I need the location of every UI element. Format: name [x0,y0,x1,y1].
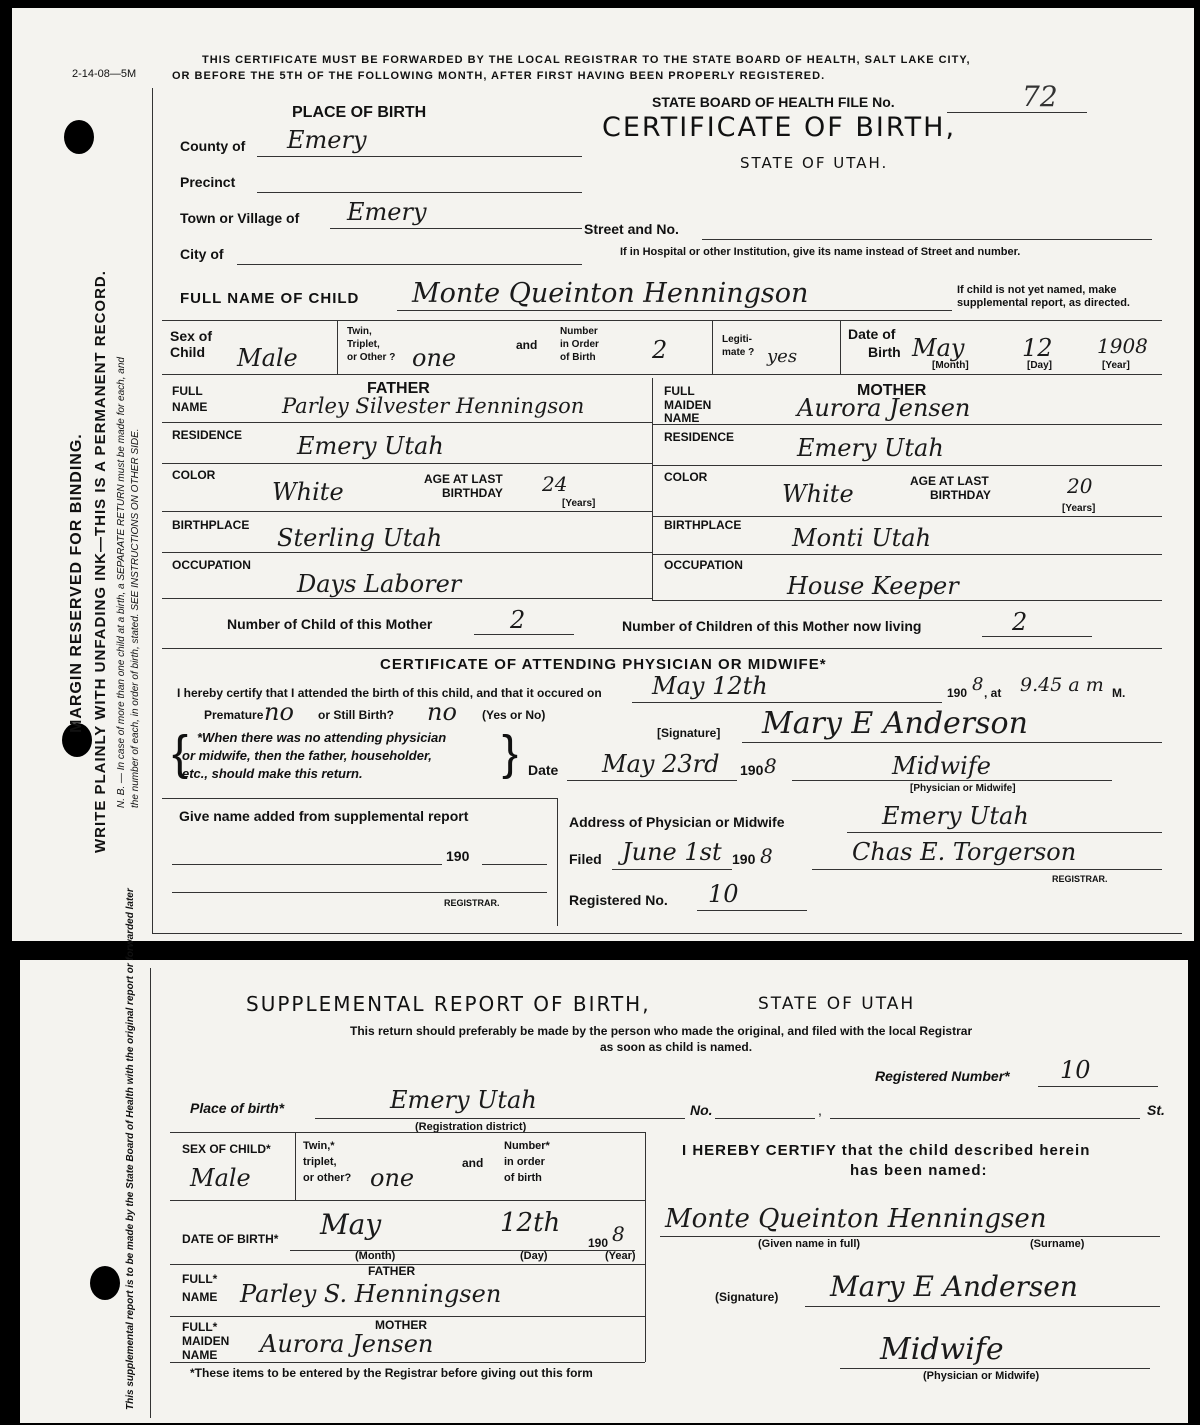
midwife-value: Midwife [892,752,991,780]
mother-age-value: 20 [1067,474,1093,498]
sex-label-2: Child [170,344,205,360]
parents-divider [652,378,653,600]
date-line [567,780,737,781]
place-heading: PLACE OF BIRTH [292,104,427,121]
midwife-line [792,780,1112,781]
father-color-value: White [272,478,344,506]
father-color-label: COLOR [172,468,216,482]
physician-heading: CERTIFICATE OF ATTENDING PHYSICIAN OR MIDWIFE* [380,656,827,673]
note-brace-right: } [502,727,519,780]
father-name-value: Parley Silvester Henningson [282,394,585,418]
supp-twin-value: one [370,1164,415,1192]
supp-certify-2: has been named: [850,1162,988,1179]
registered-line [697,910,807,911]
precinct-label: Precinct [180,174,236,190]
margin-note-2: the number of each, in order of birth, stated. SEE INSTRUCTIONS ON OTHER SIDE. [130,428,141,808]
date-label: Date [528,762,559,778]
mother-birthplace-value: Monti Utah [792,524,932,552]
dob-label-1: Date of [848,326,896,342]
certify-year-prefix: 190 [947,686,968,700]
city-line [237,264,582,265]
father-occupation-label: OCCUPATION [172,558,251,572]
mother-occupation-label: OCCUPATION [664,558,743,572]
order-label-3: of Birth [560,352,596,363]
full-name-line [397,310,952,311]
mother-occupation-line [652,600,1162,601]
supp-order-label-1: Number* [504,1140,550,1152]
supp-twin-label-3: or other? [303,1172,352,1184]
father-occupation-value: Days Laborer [297,570,462,598]
filed-value: June 1st [622,838,722,866]
sex-row-bottom [162,374,1162,375]
order-label-2: in Order [560,339,599,350]
date-year-value: 8 [764,754,777,778]
street-label: Street and No. [584,221,679,237]
supp-dob-day: 12th [500,1208,561,1238]
father-age-value: 24 [542,472,568,496]
supp-street-line [830,1118,1140,1119]
supp-title-value: Midwife [880,1332,1004,1367]
father-name-line [162,422,652,423]
father-occupation-line [162,598,652,599]
supp-frame-left [150,968,151,1418]
supp-title: SUPPLEMENTAL REPORT OF BIRTH, [246,992,651,1016]
town-line [330,228,582,229]
street-line [702,239,1152,240]
living-value: 2 [1012,608,1028,636]
certify-date-line [632,702,942,703]
county-label: County of [180,138,246,154]
section-divider [162,648,1162,649]
supp-name-label: Give name added from supplemental report [179,808,469,824]
town-label: Town or Village of [180,210,300,226]
address-value: Emery Utah [882,802,1029,830]
supp-order-label-3: of birth [504,1172,542,1184]
dob-month: May [912,334,965,362]
mother-years-label: [Years] [1062,503,1096,514]
supp-certify-1: I HEREBY CERTIFY that the child described herein [682,1142,1091,1159]
month-label: [Month] [932,360,969,371]
supp-father-bottom [170,1316,645,1317]
supp-comma: , [818,1102,822,1118]
certify-at: , at [984,686,1002,700]
father-age-label-2: BIRTHDAY [442,486,503,500]
supp-signature-line [805,1306,1160,1307]
supp-order-label-2: in order [504,1156,545,1168]
supp-reg-district-label: (Registration district) [415,1121,527,1133]
physician-or-midwife-label: [Physician or Midwife] [910,783,1016,794]
file-no-line [947,112,1087,113]
father-full-label: FULL [172,384,203,398]
supp-sex-top [170,1132,645,1133]
stillbirth-label: or Still Birth? [318,708,394,722]
precinct-line [257,192,582,193]
mother-heading: MOTHER [857,382,927,399]
supp-footnote: *These items to be entered by the Registrar before giving out this form [190,1366,593,1380]
father-heading: FATHER [367,380,430,397]
supp-mother-maiden-label: MAIDEN [182,1334,230,1348]
supp-dob-year-value: 8 [612,1222,625,1246]
and-label: and [516,338,538,352]
birth-certificate [12,8,1194,941]
signature-label: [Signature] [657,726,721,740]
supp-surname-label: (Surname) [1030,1238,1085,1250]
registrar-label: REGISTRAR. [1052,874,1108,884]
forward-notice-2: OR BEFORE THE 5TH OF THE FOLLOWING MONTH, AFTER FIRST HAVING BEEN PROPERLY REGISTERED. [172,70,826,82]
county-line [257,156,582,157]
supp-given-label: (Given name in full) [758,1238,861,1250]
child-num-line [474,634,574,635]
unnamed-note-2: supplemental report, as directed. [957,297,1130,309]
mother-full-label: FULL [664,384,695,398]
certificate-title: CERTIFICATE OF BIRTH, [602,112,957,143]
supp-father-full-label: FULL* [182,1272,218,1286]
note-brace-left: { [172,727,189,780]
note-line-2: or midwife, then the father, householder, [182,748,432,763]
margin-ink-text: WRITE PLAINLY WITH UNFADING INK—THIS IS A PERMANENT RECORD. [92,270,109,853]
mother-birthplace-label: BIRTHPLACE [664,518,742,532]
twin-label-3: or Other ? [347,352,396,363]
supp-phys-label: (Physician or Midwife) [923,1370,1040,1382]
frame-bottom [152,933,1182,934]
child-num-value: 2 [510,606,526,634]
frame-left [152,88,153,933]
mother-name-line [652,424,1162,425]
date-value: May 23rd [602,750,720,778]
date-year-prefix: 190 [740,762,764,778]
twin-label-2: Triplet, [347,339,380,350]
forward-notice-1: THIS CERTIFICATE MUST BE FORWARDED BY THE LOCAL REGISTRAR TO THE STATE BOARD OF HEALTH, SALT LAKE CITY, [202,54,971,66]
unnamed-note-1: If child is not yet named, make [957,284,1117,296]
living-line [982,636,1092,637]
order-label-1: Number [560,326,598,337]
binding-hole-top [64,120,94,154]
certify-m: M. [1112,686,1126,700]
hospital-note: If in Hospital or other Institution, give its name instead of Street and number. [620,246,1021,258]
supp-margin-text: This supplemental report is to be made by the State Board of Health with the original report or forwarded later [125,888,136,1410]
supp-registrar-label: REGISTRAR. [444,898,500,908]
registrar-signature: Chas E. Torgerson [852,838,1077,866]
living-label: Number of Children of this Mother now living [622,618,922,634]
father-birthplace-line [162,552,652,553]
margin-note-1: N. B. — In case of more than one child at a birth, a SEPARATE RETURN must be made for each, and [116,357,127,808]
supp-day-label: (Day) [520,1250,548,1262]
registered-label: Registered No. [569,892,668,908]
registered-value: 10 [708,880,739,908]
supp-named-line [660,1236,1160,1237]
address-line [847,832,1162,833]
county-value: Emery [287,126,367,154]
city-label: City of [180,246,224,262]
supp-no-label: No. [690,1102,713,1118]
supp-state: STATE OF UTAH [758,994,916,1014]
supp-no-line [715,1118,815,1119]
supp-mother-heading: MOTHER [375,1318,427,1332]
address-label: Address of Physician or Midwife [569,814,785,830]
note-line-1: *When there was no attending physician [197,730,447,745]
supp-box-top [162,798,557,799]
supp-line-1 [172,864,442,865]
legit-label-1: Legiti- [722,334,752,345]
stillbirth-value: no [427,698,457,726]
order-value: 2 [652,336,668,364]
mother-birthplace-line [652,554,1162,555]
supp-signature-value: Mary E Andersen [830,1270,1078,1303]
supp-year-label: (Year) [605,1250,636,1262]
form-code: 2-14-08—5M [72,68,137,80]
year-label: [Year] [1102,360,1130,371]
supp-sex-label: SEX OF CHILD* [182,1142,271,1156]
father-birthplace-value: Sterling Utah [277,524,443,552]
signature-value: Mary E Anderson [762,706,1028,741]
day-label: [Day] [1027,360,1053,371]
supp-dob-line [290,1250,635,1251]
supp-st-label: St. [1147,1102,1165,1118]
supp-place-label: Place of birth* [190,1100,285,1116]
mother-age-label-1: AGE AT LAST [910,474,989,488]
supp-registered-value: 10 [1060,1056,1091,1084]
filed-year-value: 8 [760,844,773,868]
certify-time: 9.45 a m [1020,674,1104,696]
mother-name-value: Aurora Jensen [797,394,971,422]
supp-mother-full-label: FULL* [182,1320,218,1334]
supp-binding-hole [90,1266,120,1300]
father-residence-value: Emery Utah [297,432,444,460]
mother-color-line [652,516,1162,517]
sex-label-1: Sex of [170,328,213,344]
file-no-value: 72 [1022,80,1058,113]
town-value: Emery [347,198,427,226]
supp-father-value: Parley S. Henningsen [240,1280,502,1308]
legit-value: yes [767,346,798,367]
supp-twin-label-2: triplet, [303,1156,337,1168]
mother-color-label: COLOR [664,470,708,484]
supp-left-box-right [645,1132,646,1362]
supp-and-label: and [462,1156,484,1170]
supp-mother-bottom [170,1362,645,1363]
father-color-line [162,511,652,512]
dob-year: 1908 [1097,334,1148,358]
mother-residence-value: Emery Utah [797,434,944,462]
dob-label-2: Birth [868,344,901,360]
filed-label: Filed [569,851,602,867]
father-residence-label: RESIDENCE [172,428,243,442]
certify-text: I hereby certify that I attended the birth of this child, and that it occured on [177,686,602,700]
file-no-label: STATE BOARD OF HEALTH FILE No. [652,94,895,110]
supp-father-name-label: NAME [182,1290,218,1304]
father-residence-line [162,463,652,464]
supp-dob-month: May [320,1208,382,1241]
sex-value: Male [237,344,298,372]
certify-date: May 12th [652,672,768,700]
child-num-label: Number of Child of this Mother [227,616,433,632]
legit-label-2: mate ? [722,347,755,358]
filed-year-prefix: 190 [732,851,756,867]
certificate-subtitle: STATE OF UTAH. [740,154,889,172]
father-birthplace-label: BIRTHPLACE [172,518,250,532]
mother-residence-label: RESIDENCE [664,430,735,444]
sex-row-top [162,320,1162,321]
supp-mother-value: Aurora Jensen [260,1330,434,1358]
supp-title-line [840,1368,1150,1369]
sex-row-divider-3 [840,320,841,374]
supp-sex-bottom [170,1200,645,1201]
certify-year-value: 8 [972,674,984,695]
father-age-label-1: AGE AT LAST [424,472,503,486]
supp-sex-divider [295,1132,296,1200]
mother-maiden-label: MAIDEN [664,398,712,412]
full-name-label: FULL NAME OF CHILD [180,290,360,307]
mother-occupation-value: House Keeper [787,572,959,600]
sex-row-divider-2 [712,320,713,374]
dob-day: 12 [1022,334,1053,362]
mother-color-value: White [782,480,854,508]
father-name-label: NAME [172,400,208,414]
supp-sex-value: Male [190,1164,251,1192]
note-line-3: etc., should make this return. [182,766,363,781]
mother-name-label: NAME [664,411,700,425]
premature-value: no [264,698,294,726]
supp-named-value: Monte Queinton Henningsen [665,1204,1047,1234]
twin-label-1: Twin, [347,326,372,337]
supp-mother-name-label: NAME [182,1348,218,1362]
supp-dob-label: DATE OF BIRTH* [182,1232,279,1246]
supp-registered-line [1038,1086,1158,1087]
supp-dob-year-prefix: 190 [588,1236,609,1250]
supp-line-3 [172,892,547,893]
supp-father-heading: FATHER [368,1264,416,1278]
supp-instr-1: This return should preferably be made by the person who made the original, and filed with the local Registrar [350,1024,973,1038]
supp-month-label: (Month) [355,1250,396,1262]
mother-residence-line [652,465,1162,466]
registrar-signature-line [812,869,1162,870]
supp-signature-label: (Signature) [715,1290,779,1304]
filed-line [612,869,732,870]
margin-binding-text: MARGIN RESERVED FOR BINDING. [68,433,85,733]
supp-place-line [315,1118,685,1119]
sex-row-divider-1 [337,320,338,374]
supp-190: 190 [446,848,470,864]
full-name-value: Monte Queinton Henningson [412,278,809,309]
signature-line [742,742,1162,743]
father-years-label: [Years] [562,498,596,509]
supp-line-2 [482,864,547,865]
supp-box-right [557,798,558,926]
supp-instr-2: as soon as child is named. [600,1040,753,1054]
twin-value: one [412,344,457,372]
mother-age-label-2: BIRTHDAY [930,488,991,502]
supp-registered-label: Registered Number* [875,1068,1010,1084]
supp-twin-label-1: Twin,* [303,1140,335,1152]
supp-place-value: Emery Utah [390,1086,537,1114]
yes-no-label: (Yes or No) [482,708,546,722]
premature-label: Premature [204,708,264,722]
